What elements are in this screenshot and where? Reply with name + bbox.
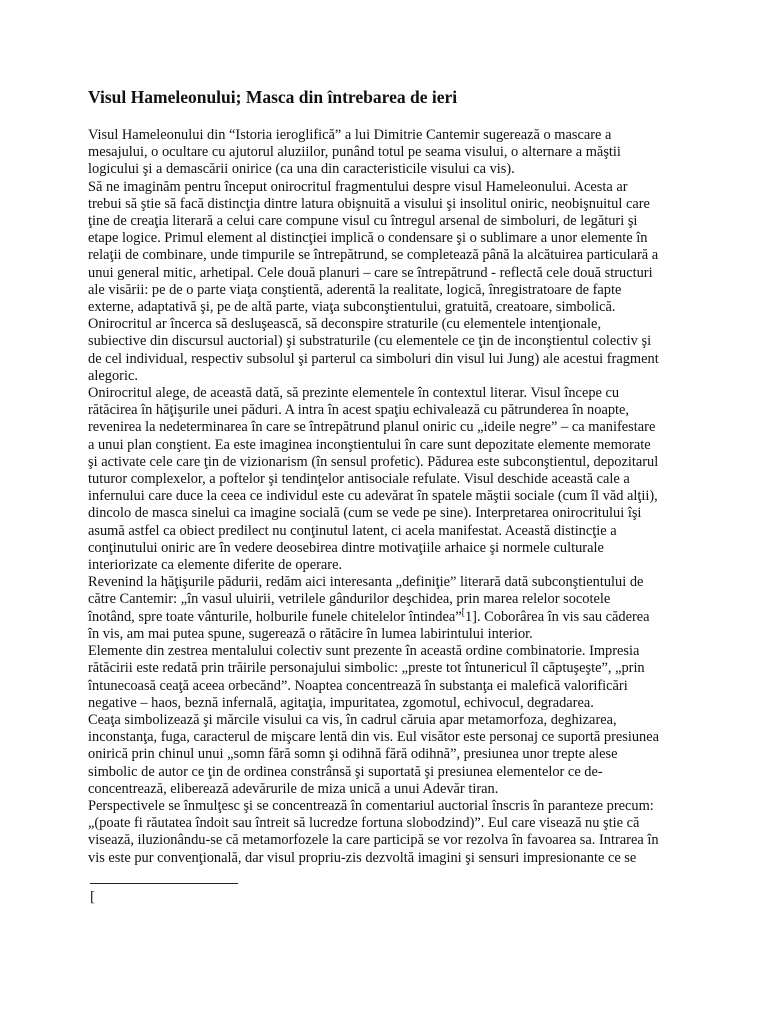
text-line: interiorizate ca elemente diferite de operare. — [88, 557, 343, 574]
text-line: inconstanţa, fuga, caracterul de mişcare lentă din vis. Eul visător este personaj ce suportă presiunea — [88, 729, 660, 746]
text-line: negative – haos, beznă infernală, agitaţia, impuritatea, zgomotul, echivocul, degradarea. — [88, 694, 594, 711]
text-line: Ceaţa simbolizează şi mărcile visului ca vis, în cadrul căruia apar metamorfoza, deghizarea, — [88, 711, 617, 728]
paragraph — [88, 643, 688, 712]
text-line: externe, adaptativă şi, pe de altă parte, viaţa subconştientului, gratuită, creatoare, simbolică. — [88, 299, 616, 316]
paragraph — [88, 385, 688, 574]
text-segment: înotând, spre toate vânturile, holburile funele chitelelor întindea” — [88, 608, 462, 625]
text-line: relaţii de combinare, unde timpurile se întrepătrund, se completează până la alcătuirea particulară a — [88, 247, 659, 264]
footnote-marker[interactable]: [ — [90, 889, 95, 905]
text-line: Perspectivele se înmulţesc şi se concentrează în comentariul auctorial înscris în paranteze precum: — [88, 797, 654, 814]
text-line: logicului şi a demascării onirice (ca una din caracteristicile visului ca vis). — [88, 161, 515, 178]
text-line: întunecoasă ceaţă aceea orbecănd”. Noaptea concentrează în substanţa ei malefică valorificări — [88, 677, 628, 694]
text-line: către Cantemir: „în vasul uluirii, vetrilele gândurilor deşchidea, prin marea relelor socotele — [88, 591, 611, 608]
text-line: Onirocritul alege, de această dată, să prezinte elementele în contextul literar. Visul începe cu — [88, 385, 620, 402]
text-line: etape logice. Primul element al distincţiei implică o condensare şi o sublimare a unor elemente în — [88, 230, 648, 247]
text-line: visează, iluzionându-se că metamorfozele la care participă se vor rezolva în favoarea sa. Intrarea în — [88, 832, 659, 849]
footnote-separator — [90, 883, 238, 884]
text-line: Onirocritul ar încerca să desluşească, să deconspire straturile (cu elementele intenţionale, — [88, 316, 602, 333]
text-line: „(poate fi răutatea îndoit sau întreit să lucredze fortuna slobodzind)”. Eul care visează nu ştie că — [88, 815, 640, 832]
text-line: tuturor complexelor, a poftelor şi tendinţelor antisociale refulate. Visul deschide această cale a — [88, 471, 630, 488]
paragraph — [88, 316, 688, 385]
text-segment: 1]. Coborârea în vis sau căderea — [464, 608, 650, 625]
paragraph — [88, 574, 688, 643]
text-line: subiective din discursul auctorial) şi substraturile (cu elementele ce ţin de inconştientul colectiv şi — [88, 333, 652, 350]
text-line: Revenind la hăţişurile pădurii, redăm aici interesanta „definiţie” literară dată subconştientului de — [88, 574, 644, 591]
text-line: onirică prin chinul unui „somn fără somn şi odihnă fără odihnă”, presiunea unor trepte alese — [88, 746, 618, 763]
text-line: alegoric. — [88, 367, 138, 384]
text-line: Să ne imaginăm pentru început onirocritul fragmentului despre visul Hameleonului. Acesta ar — [88, 178, 628, 195]
text-line: Visul Hameleonului din “Istoria ieroglifică” a lui Dimitrie Cantemir sugerează o mascare a — [88, 127, 612, 143]
text-line: Elemente din zestrea mentalului colectiv sunt prezente în această ordine combinatorie. Impresia — [88, 643, 640, 660]
text-line: ale visării: pe de o parte viaţa conştientă, aderentă la realitate, logică, înregistratoare de fapte — [88, 281, 622, 298]
text-line: de cel individual, respectiv subsolul şi parterul ca simboluri din visul lui Jung) ale acestui fragment — [88, 350, 659, 367]
text-line: asumă astfel ca obiect predilect nu conţinutul latent, ci acela manifestat. Această distincţie a — [88, 522, 617, 539]
paragraph — [88, 127, 688, 179]
paragraph — [88, 798, 688, 867]
text-line: dincolo de masca sinelui ca imagine socială (cum se vede pe sine). Interpretarea onirocritului îşi — [88, 505, 642, 522]
document-body — [88, 127, 688, 867]
text-line: revenirea la nedeterminarea în care se întrepătrund planul oniric cu „ideile negre” – ca manifestare — [88, 419, 656, 436]
text-line: unui general mitic, arhetipal. Cele două planuri – care se întrepătrund - reflectă cele două structuri — [88, 264, 653, 281]
paragraph — [88, 179, 688, 317]
text-line: a unui plan conştient. Ea este imaginea inconştientului în care sunt depozitate elemente memorate — [88, 436, 651, 453]
text-line: rătăcirea în hăţişurile unei păduri. A intra în acest spaţiu echivalează cu pătrunderea în noapte, — [88, 402, 630, 419]
text-line: vis este pur convenţională, dar visul propriu-zis dezvoltă imagini şi sensuri impresionante ce se — [88, 849, 637, 866]
text-line: în vis, am mai putea spune, sugerează o rătăcire în lumea labirintului interior. — [88, 625, 533, 642]
paragraph — [88, 712, 688, 798]
text-line: simbolic de autor ce ţin de ordinea constrânsă şi suportată şi presiunea elementelor ce de- — [88, 763, 603, 780]
document-page — [88, 86, 688, 867]
footnote-reference-link[interactable]: [ — [461, 606, 465, 618]
text-line: ţine de creaţia literară a celui care compune visul cu întregul arsenal de simboluri, de legături şi — [88, 213, 638, 230]
text-line: infernului care duce la ceea ce individul este cu adevărat în spatele măştii sociale (cum îl văd alţii), — [88, 488, 658, 505]
text-line: conţinutului oniric are în vedere deosebirea dintre motivaţiile arhaice şi normele culturale — [88, 539, 604, 556]
text-line: mesajului, o ocultare cu ajutorul aluziilor, punând totul pe seama visului, o alternare a măştii — [88, 144, 621, 161]
text-line: trebui să ştie să facă distincţia dintre latura obişnuită a visului şi insolitul oniric, neobişnuitul care — [88, 195, 650, 212]
document-title: Visul Hameleonului; Masca din întrebarea de ieri — [88, 87, 458, 107]
text-line: rătăcirii este redată prin trăirile personajului simbolic: „preste tot întunericul îl căptuşeşte”, „prin — [88, 660, 645, 677]
text-line: concentrează, eliberează adevărurile de miza unică a unui Adevăr tiran. — [88, 780, 499, 797]
text-line — [88, 606, 688, 626]
text-line: şi activate cele care ţin de vizionarism (în sensul profetic). Pădurea este subconştientul, depozitarul — [88, 453, 659, 470]
